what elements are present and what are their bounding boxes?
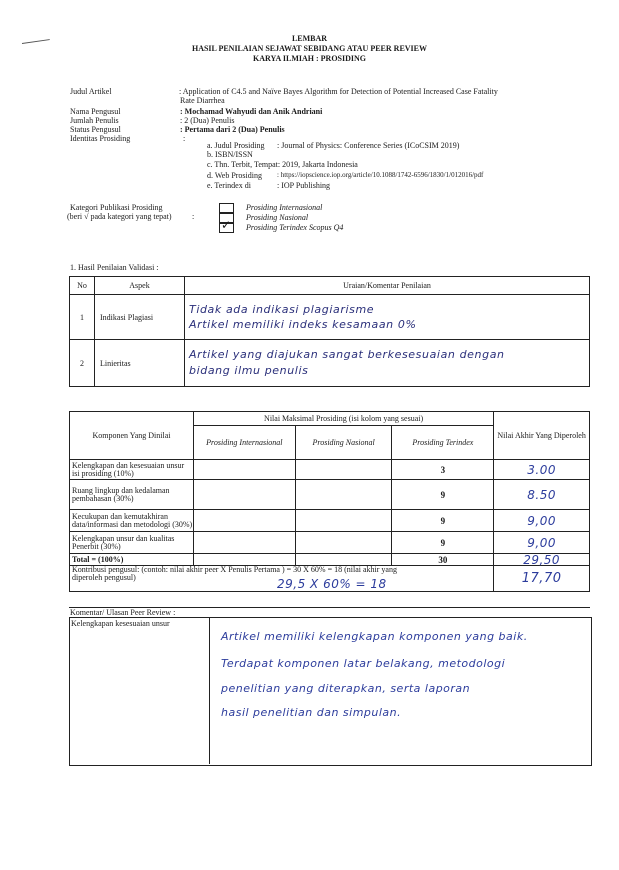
row-uraian — [185, 340, 590, 387]
col-akhir-header: Nilai Akhir Yang Diperoleh — [494, 412, 590, 460]
nas-cell — [295, 460, 392, 480]
ulasan-left-col — [69, 617, 210, 764]
ulasan-line: hasil penelitian dan simpulan. — [221, 706, 402, 719]
uraian-line: Tidak ada indikasi plagiarisme — [189, 303, 375, 316]
row-no: 1 — [70, 295, 95, 340]
nilai-table — [69, 411, 590, 592]
uraian-line: Artikel yang diajukan sangat berkesesuaian dengan — [189, 348, 505, 361]
akhir-cell: 9,00 — [494, 510, 590, 532]
status-value: : Pertama dari 2 (Dua) Penulis — [180, 125, 285, 134]
identitas-item-e-value: : IOP Publishing — [277, 181, 331, 190]
komponen-cell: Kecukupan dan kemutakhiran data/informasi dan metodologi (30%) — [70, 510, 194, 532]
ulasan-heading — [70, 608, 175, 617]
akhir-cell: 8.50 — [494, 480, 590, 510]
table-row — [70, 532, 590, 554]
total-ter: 30 — [392, 554, 494, 566]
ter-cell: 3 — [392, 460, 494, 480]
kontribusi-label: Kontribusi pengusul: (contoh: nilai akhir peer X Penulis Pertama ) = 30 X 60% = 18 (nilai akhir yang diperoleh pengusul) — [72, 565, 397, 582]
ter-cell: 9 — [392, 480, 494, 510]
row-aspek: Linieritas — [95, 340, 185, 387]
ulasan-line: Artikel memiliki kelengkapan komponen yang baik. — [221, 630, 528, 643]
nas-cell — [295, 510, 392, 532]
ter-cell: 9 — [392, 532, 494, 554]
kategori-label — [70, 203, 162, 212]
komponen-cell: Kelengkapan unsur dan kualitas Penerbit (30%) — [70, 532, 194, 554]
uraian-line: Artikel memiliki indeks kesamaan 0% — [189, 318, 417, 331]
header-line-1: LEMBAR — [291, 34, 328, 43]
identitas-colon: : — [183, 134, 186, 143]
int-cell — [193, 460, 295, 480]
komponen-cell: Ruang lingkup dan kedalaman pembahasan (30%) — [70, 480, 194, 510]
validasi-table — [69, 276, 590, 387]
header-line-2: HASIL PENILAIAN SEJAWAT SEBIDANG ATAU PEER REVIEW — [191, 44, 428, 53]
identitas-item-d-value[interactable]: : https://iopscience.iop.org/article/10.1088/1742-6596/1830/1/012016/pdf — [277, 171, 484, 179]
ulasan-line: penelitian yang diterapkan, serta laporan — [221, 682, 471, 695]
identitas-item-e-label: e. Terindex di — [207, 181, 251, 190]
ulasan-sub: Kelengkapan kesesuaian unsur — [71, 619, 170, 628]
pengusul-label: Nama Pengusul — [70, 107, 121, 116]
kategori-option-internasional: Prosiding Internasional — [246, 203, 323, 212]
pengusul-value: : Mochamad Wahyudi dan Anik Andriani — [180, 107, 323, 116]
jumlah-value: : 2 (Dua) Penulis — [180, 116, 235, 125]
col-nas-header: Prosiding Nasional — [295, 426, 392, 460]
col-no-header: No — [70, 277, 95, 295]
total-label: Total = (100%) — [70, 554, 194, 566]
kategori-checkbox-internasional[interactable] — [219, 203, 234, 213]
kategori-colon: : — [192, 212, 195, 221]
row-no: 2 — [70, 340, 95, 387]
col-komponen-header: Komponen Yang Dinilai — [70, 412, 194, 460]
int-cell — [193, 510, 295, 532]
total-akhir: 29,50 — [494, 554, 590, 566]
row-aspek: Indikasi Plagiasi — [95, 295, 185, 340]
check-mark-icon: ✓ — [221, 218, 232, 232]
table-row — [70, 340, 590, 387]
nas-cell — [295, 532, 392, 554]
kontribusi-row — [70, 566, 590, 592]
nas-cell — [295, 480, 392, 510]
identitas-item-a-value: : Journal of Physics: Conference Series (ICoCSIM 2019) — [277, 141, 460, 150]
jumlah-label: Jumlah Penulis — [70, 116, 119, 125]
identitas-item-b-label: b. ISBN/ISSN — [207, 150, 253, 159]
col-uraian-header: Uraian/Komentar Penilaian — [185, 277, 590, 295]
judul-value-2: Rate Diarrhea — [180, 96, 225, 105]
validasi-heading: 1. Hasil Penilaian Validasi : — [70, 263, 159, 272]
table-row — [70, 460, 590, 480]
header-line-3: KARYA ILMIAH : PROSIDING — [253, 54, 366, 63]
ulasan-heading-text: Komentar/ Ulasan Peer Review : — [70, 608, 176, 617]
komponen-cell: Kelengkapan dan kesesuaian unsur isi prosiding (10%) — [70, 460, 194, 480]
table-row — [70, 480, 590, 510]
col-max-header: Nilai Maksimal Prosiding (isi kolom yang sesuai) — [193, 412, 493, 426]
ulasan-line: Terdapat komponen latar belakang, metodologi — [221, 657, 506, 670]
kontribusi-akhir: 17,70 — [494, 566, 590, 592]
total-row — [70, 554, 590, 566]
row-uraian — [185, 295, 590, 340]
identitas-item-d-label: d. Web Prosiding — [207, 171, 262, 180]
akhir-cell: 3.00 — [494, 460, 590, 480]
identitas-item-c-label: c. Thn. Terbit, Tempat: 2019, Jakarta Indonesia — [207, 160, 358, 169]
uraian-line: bidang ilmu penulis — [189, 364, 309, 377]
int-cell — [193, 532, 295, 554]
identitas-item-a-label: a. Judul Prosiding — [207, 141, 265, 150]
kategori-option-nasional: Prosiding Nasional — [246, 213, 309, 222]
table-row — [70, 510, 590, 532]
kategori-label-1: Kategori Publikasi Prosiding — [70, 203, 163, 212]
judul-value: : Application of C4.5 and Naïve Bayes Algorithm for Detection of Potential Increased Case Fatality — [179, 87, 498, 96]
judul-label: Judul Artikel — [70, 87, 112, 96]
nas-cell — [295, 554, 392, 566]
ter-cell: 9 — [392, 510, 494, 532]
col-int-header: Prosiding Internasional — [193, 426, 295, 460]
identitas-label: Identitas Prosiding — [70, 134, 131, 143]
int-cell — [193, 554, 295, 566]
kontribusi-calc: 29,5 X 60% = 18 — [277, 577, 387, 591]
kontribusi-cell — [70, 566, 494, 592]
table-row — [70, 295, 590, 340]
int-cell — [193, 480, 295, 510]
akhir-cell: 9,00 — [494, 532, 590, 554]
status-label: Status Pengusul — [70, 125, 121, 134]
kategori-hint: (beri √ pada kategori yang tepat) — [67, 212, 172, 221]
col-ter-header: Prosiding Terindex — [392, 426, 494, 460]
col-aspek-header: Aspek — [95, 277, 185, 295]
kategori-option-scopus: Prosiding Terindex Scopus Q4 — [246, 223, 344, 232]
